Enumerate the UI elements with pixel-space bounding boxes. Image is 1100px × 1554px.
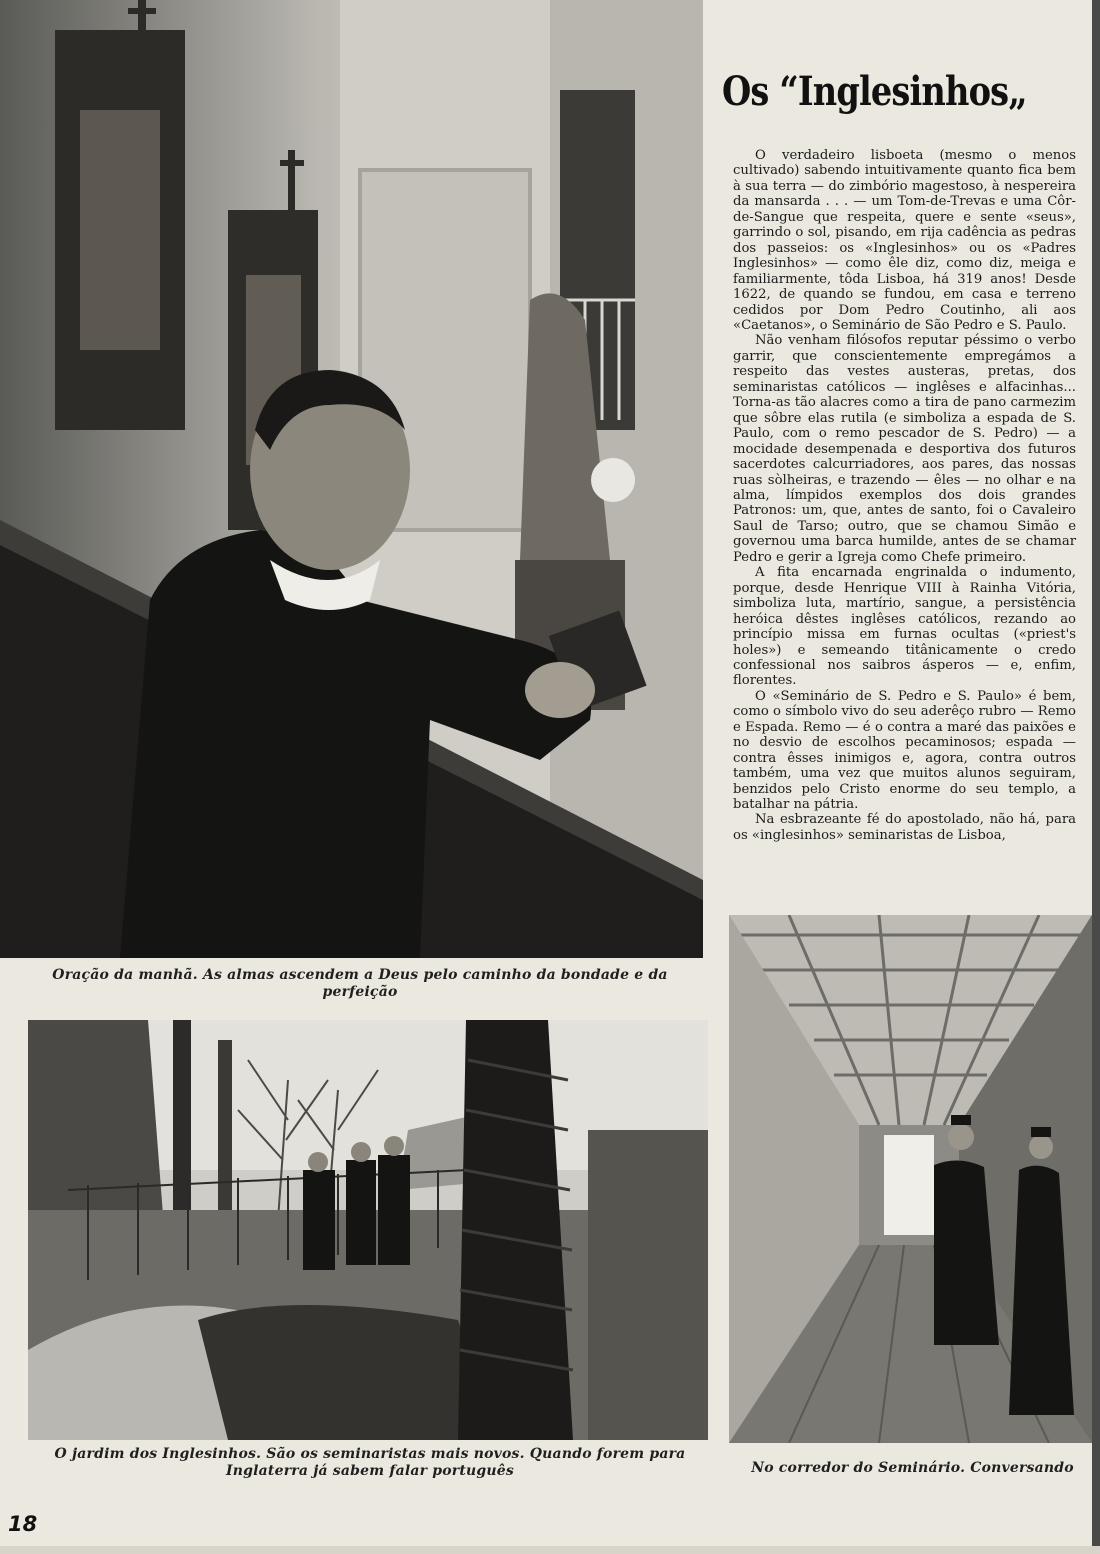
photo-morning-prayer-art bbox=[0, 0, 703, 958]
caption-corridor: No corredor do Seminário. Conversando bbox=[751, 1460, 1074, 1476]
page-headline: Os “Inglesinhos„ bbox=[722, 68, 1027, 115]
photo-garden-art bbox=[28, 1020, 708, 1440]
photo-morning-prayer bbox=[0, 0, 703, 958]
photo-garden bbox=[28, 1020, 708, 1440]
article-paragraph: O «Seminário de S. Pedro e S. Paulo» é bem, como o símbolo vivo do seu aderêço rubro — Remo e Espada. Remo — é o contra a maré das paixões e no desvio de escolhos pecaminosos; espada — contra êsses inimigos e, agora, contra outros também, uma vez que muitos alunos seguiram, benzidos pelo Cristo enorme do seu templo, a batalhar na pátria. bbox=[733, 688, 1076, 813]
photo-corridor bbox=[729, 915, 1092, 1443]
article-paragraph: O verdadeiro lisboeta (mesmo o menos cultivado) sabendo intuitivamente quanto fica bem à sua terra — do zimbório magestoso, à nespereira da mansarda . . . — um Tom-de-Trevas e uma Côr-de-Sangue que respeita, quere e sente «seus», garrindo o sol, pisando, em rija cadência as pedras dos passeios: os «Inglesinhos» ou os «Padres Inglesinhos» — como êle diz, como diz, meiga e familiarmente, tôda Lisboa, há 319 anos! Desde 1622, de quando se fundou, em casa e terreno cedidos por Dom Pedro Coutinho, ali aos «Caetanos», o Seminário de São Pedro e S. Paulo. bbox=[733, 148, 1076, 333]
bottom-margin bbox=[0, 1546, 1100, 1554]
article-paragraph: Não venham filósofos reputar péssimo o verbo garrir, que conscientemente empregámos a respeito das vestes austeras, pretas, dos seminaristas católicos — inglêses e alfacinhas... Torna-as tão alacres como a tira de pano carmezim que sôbre elas rutila (e simboliza a espada de S. Paulo, com o remo pescador de S. Pedro) — a mocidade desempenada e desportiva dos futuros sacerdotes calcurriadores, aos pares, das nossas ruas sòlheiras, e trazendo — êles — no olhar e na alma, límpidos exemplos dos dois grandes Patronos: um, que, antes de santo, foi o Cavaleiro Saul de Tarso; outro, que se chamou Simão e governou uma barca humilde, antes de se chamar Pedro e gerir a Igreja como Chefe primeiro. bbox=[733, 333, 1076, 565]
page-edge bbox=[1092, 0, 1100, 1554]
photo-corridor-art bbox=[729, 915, 1092, 1443]
article-body bbox=[733, 148, 1076, 843]
caption-morning-prayer: Oração da manhã. As almas ascendem a Deus pelo caminho da bondade e da perfeição bbox=[52, 967, 668, 1000]
article-paragraph: Na esbrazeante fé do apostolado, não há, para os «inglesinhos» seminaristas de Lisboa, bbox=[733, 812, 1076, 843]
page-number: 18 bbox=[8, 1512, 38, 1536]
caption-garden: O jardim dos Inglesinhos. São os seminaristas mais novos. Quando forem para Inglaterra já sabem falar português bbox=[54, 1446, 686, 1479]
article-paragraph: A fita encarnada engrinalda o indumento, porque, desde Henrique VIII à Rainha Vitória, simboliza luta, martírio, sangue, a persistência heróica dêstes inglêses católicos, rezando ao princípio missa em furnas ocultas («priest's holes») e semeando titânicamente o credo confessional nos saibros ásperos — e, enfim, florentes. bbox=[733, 565, 1076, 689]
